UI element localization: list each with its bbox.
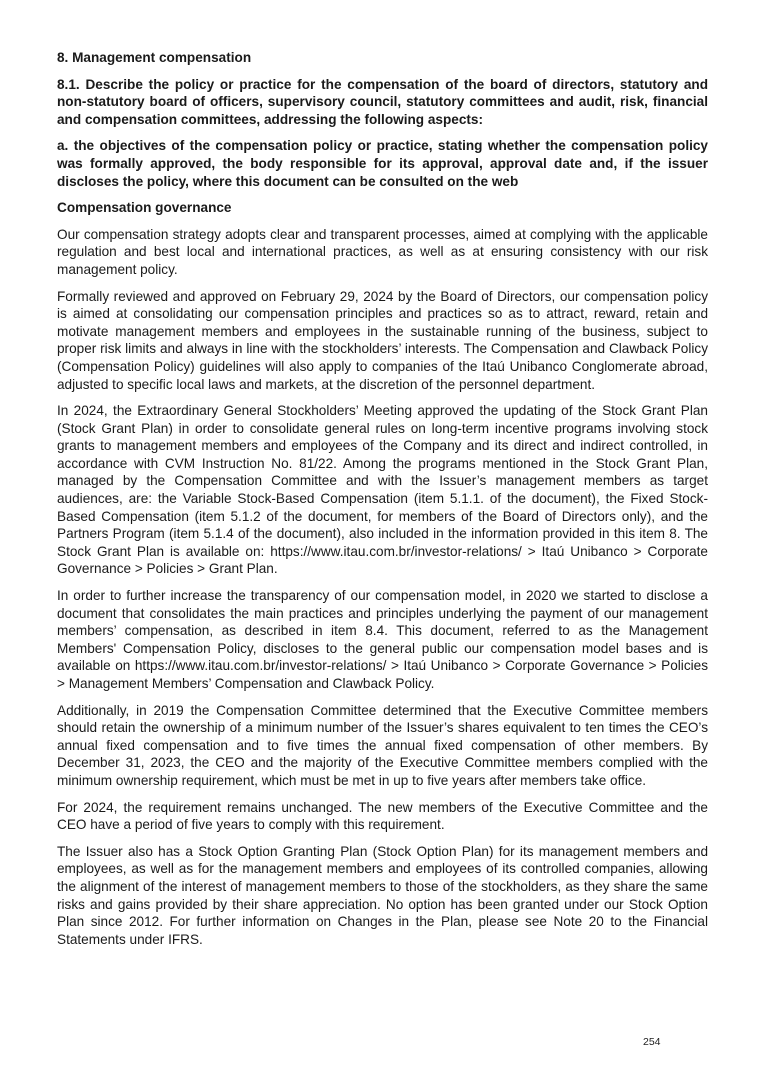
section-title: 8. Management compensation	[57, 50, 252, 65]
paragraph-transparency: In order to further increase the transparency of our compensation model, in 2020 we started to disclose a document that consolidates the main practices and principles underlying the payment of our management members’ compensation, as described in item 8.4. This document, referred to as the Management Members' Compensation Policy, discloses to the general public our compensation model bases and is available on https://www.itau.com.br/investor-relations/ > Itaú Unibanco > Corporate Governance > Policies > Management Members’ Compensation and Clawback Policy.	[57, 588, 708, 691]
page-number: 254	[643, 1036, 661, 1048]
governance-heading: Compensation governance	[57, 200, 232, 216]
paragraph-stock-grant-plan: In 2024, the Extraordinary General Stockholders’ Meeting approved the updating of the Stock Grant Plan (Stock Grant Plan) in order to consolidate general rules on long-term incentive programs involving stock grants to management members and employees of the Company and its direct and indirect controlled, in accordance with CVM Instruction No. 81/22. Among the programs mentioned in the Stock Grant Plan, managed by the Compensation Committee and with the Issuer’s management members as target audiences, are: the Variable Stock-Based Compensation (item 5.1.1. of the document), the Fixed Stock-Based Compensation (item 5.1.2 of the document, for members of the Board of Directors only), and the Partners Program (item 5.1.4 of the document), also included in the information provided in this item 8. The Stock Grant Plan is available on: https://www.itau.com.br/investor-relations/ > Itaú Unibanco > Corporate Governance > Policies > Grant Plan.	[57, 403, 708, 577]
paragraph-stock-option-plan: The Issuer also has a Stock Option Granting Plan (Stock Option Plan) for its management members and employees, as well as for the management members and employees of its controlled companies, allowing the alignment of the interest of management members to those of the stockholders, as they share the same risks and gains provided by their share appreciation. No option has been granted under our Stock Option Plan since 2012. For further information on Changes in the Plan, please see Note 20 to the Financial Statements under IFRS.	[57, 843, 708, 947]
document-page	[57, 49, 708, 957]
paragraph-2024-requirement: For 2024, the requirement remains unchanged. The new members of the Executive Committee and the CEO have a period of five years to comply with this requirement.	[57, 799, 708, 833]
subsection-title: 8.1. Describe the policy or practice for the compensation of the board of directors, statutory and non-statutory board of officers, supervisory council, statutory committees and audit, risk, financial and compensation committees, addressing the following aspects:	[57, 76, 708, 127]
paragraph-ownership-requirement: Additionally, in 2019 the Compensation Committee determined that the Executive Committee members should retain the ownership of a minimum number of the Issuer’s shares equivalent to ten times the CEO’s annual fixed compensation and to five times the annual fixed compensation of other members. By December 31, 2023, the CEO and the majority of the Executive Committee members complied with the minimum ownership requirement, which must be met in up to five years after members take office.	[57, 702, 708, 788]
item-a-title: a. the objectives of the compensation policy or practice, stating whether the compensation policy was formally approved, the body responsible for its approval, approval date and, if the issuer discloses the policy, where this document can be consulted on the web	[57, 138, 708, 189]
paragraph-strategy: Our compensation strategy adopts clear and transparent processes, aimed at complying with the applicable regulation and best local and international practices, as well as at ensuring consistency with our risk management policy.	[57, 226, 708, 277]
paragraph-policy-approval: Formally reviewed and approved on February 29, 2024 by the Board of Directors, our compensation policy is aimed at consolidating our compensation principles and practices so as to attract, reward, retain and motivate management members and employees in the sustainable running of the business, subject to proper risk limits and always in line with the stockholders’ interests. The Compensation and Clawback Policy (Compensation Policy) guidelines will also apply to companies of the Itaú Unibanco Conglomerate abroad, adjusted to specific local laws and markets, at the discretion of the personnel department.	[57, 288, 708, 392]
